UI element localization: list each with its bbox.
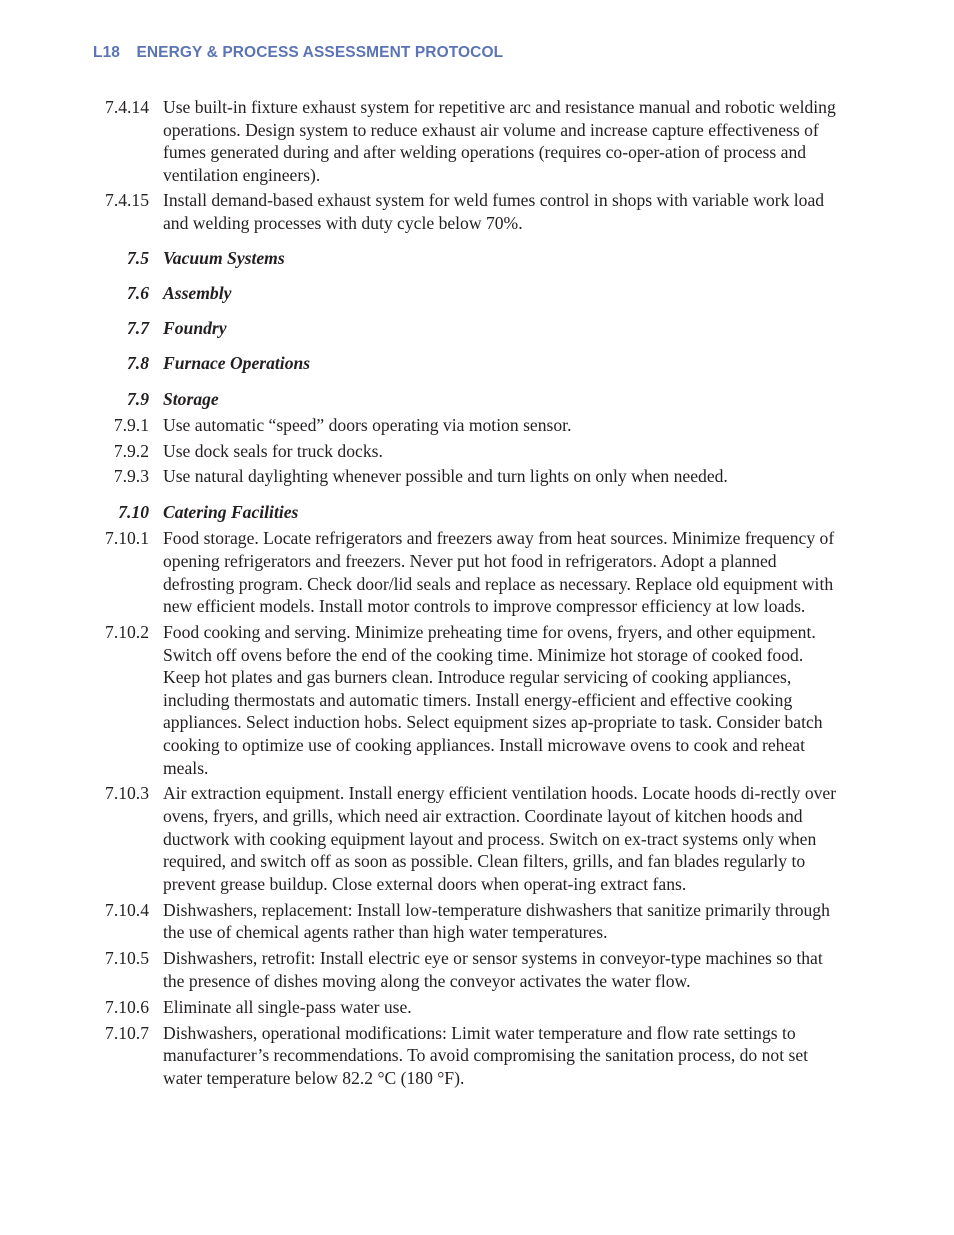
section-title: Vacuum Systems [163, 247, 285, 268]
item-number: 7.10.3 [105, 783, 149, 804]
section-number: 7.8 [127, 353, 149, 374]
list-item [0, 465, 954, 488]
list-item [0, 96, 954, 186]
section-title: Furnace Operations [163, 353, 311, 374]
item-text: Use natural daylighting whenever possible and turn lights on only when needed. [163, 466, 728, 487]
section-title: Foundry [163, 318, 227, 339]
list-item [0, 621, 954, 779]
section-heading [0, 352, 954, 375]
item-number: 7.10.1 [105, 528, 149, 549]
item-number: 7.10.4 [105, 899, 149, 920]
section-number: 7.9 [127, 388, 149, 409]
item-text: Use dock seals for truck docks. [163, 440, 383, 461]
section-heading [0, 282, 954, 305]
document-body [0, 96, 954, 1089]
section-title: Storage [163, 388, 219, 409]
section-title: Catering Facilities [163, 501, 299, 522]
list-item [0, 996, 954, 1019]
list-item [0, 440, 954, 463]
item-text: Use built-in fixture exhaust system for repetitive arc and resistance manual and robotic welding operations. Design system to reduce exhaust air volume and increase capture effectiveness of fumes generated during and after welding operations (requires co-oper-ation of process and ventilation engineers). [163, 97, 836, 185]
running-title: ENERGY & PROCESS ASSESSMENT PROTOCOL [136, 44, 504, 61]
item-number: 7.10.7 [105, 1022, 149, 1043]
item-number: 7.4.14 [105, 97, 149, 117]
section-title: Assembly [163, 282, 232, 303]
section-heading [0, 501, 954, 524]
page-number: L18 [93, 44, 121, 61]
item-number: 7.9.3 [113, 466, 149, 487]
item-number: 7.9.2 [113, 440, 149, 461]
section-number: 7.5 [127, 247, 149, 268]
item-text: Food storage. Locate refrigerators and freezers away from heat sources. Minimize frequency of opening refrigerators and freezers. Never put hot food in refrigerators. Adopt a planned defrosting program. Check door/lid seals and replace as necessary. Replace old equipment with new efficient models. Install motor controls to improve compressor efficiency at low loads. [163, 528, 835, 617]
item-text: Eliminate all single-pass water use. [163, 996, 412, 1017]
section-number: 7.7 [127, 318, 149, 339]
item-text: Use automatic “speed” doors operating via motion sensor. [163, 415, 572, 436]
section-heading [0, 388, 954, 411]
list-item [0, 414, 954, 437]
item-text: Food cooking and serving. Minimize preheating time for ovens, fryers, and other equipment. Switch off ovens before the end of the cooking time. Minimize hot storage of cooked food. Keep hot plates and gas burners clean. Introduce regular servicing of cooking appliances, including thermostats and automatic timers. Install energy-efficient and effective cooking appliances. Select induction hobs. Select equipment sizes ap-propriate to task. Consider batch cooking to optimize use of cooking appliances. Install microwave ovens to cook and reheat meals. [163, 622, 823, 778]
item-text: Dishwashers, replacement: Install low-temperature dishwashers that sanitize primarily through the use of chemical agents rather than high water temperatures. [163, 899, 830, 943]
item-text: Air extraction equipment. Install energy efficient ventilation hoods. Locate hoods di-rectly over ovens, fryers, and grills, which need air extraction. Coordinate layout of kitchen hoods and ductwork with cooking equipment layout and process. Switch on ex-tract systems only when required, and switch off as soon as possible. Clean filters, grills, and fan blades regularly to prevent grease buildup. Close external doors when operat-ing extract fans. [163, 783, 837, 894]
list-item [0, 947, 954, 992]
item-number: 7.10.5 [105, 948, 149, 969]
list-item [0, 189, 954, 234]
section-number: 7.6 [127, 282, 149, 303]
item-number: 7.4.15 [105, 190, 149, 211]
item-number: 7.9.1 [113, 415, 149, 436]
item-text: Install demand-based exhaust system for weld fumes control in shops with variable work load and welding processes with duty cycle below 70%. [163, 190, 825, 233]
section-heading [0, 247, 954, 270]
item-text: Dishwashers, retrofit: Install electric eye or sensor systems in conveyor-type machines so that the presence of dishes moving along the conveyor activates the water flow. [163, 948, 823, 991]
running-header [93, 44, 503, 62]
list-item [0, 782, 954, 895]
list-item [0, 527, 954, 617]
item-text: Dishwashers, operational modifications: Limit water temperature and flow rate settings to manufacturer’s recommendations. To avoid compromising the sanitation process, do not set water temperature below 82.2 °C (180 °F). [163, 1022, 809, 1088]
list-item [0, 899, 954, 944]
section-heading [0, 317, 954, 340]
list-item [0, 1022, 954, 1090]
section-number: 7.10 [118, 501, 149, 522]
item-number: 7.10.6 [105, 996, 149, 1017]
item-number: 7.10.2 [105, 622, 149, 643]
